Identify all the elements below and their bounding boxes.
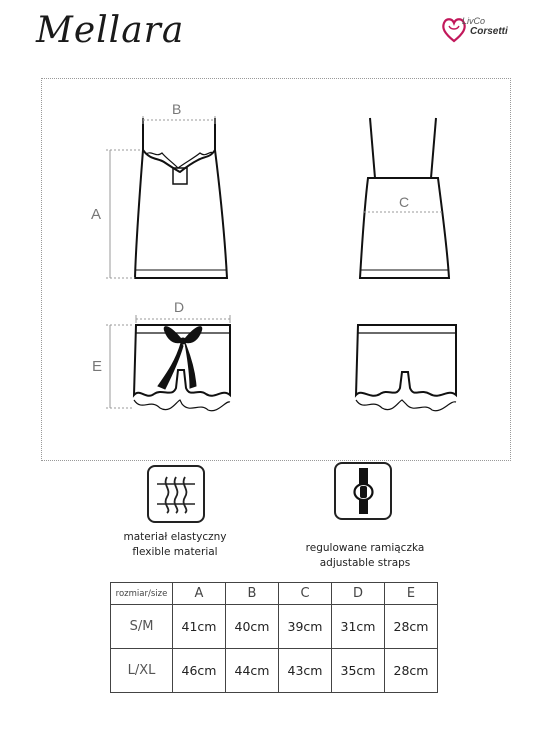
dimension-c-label: C — [399, 194, 410, 210]
camisole-front-drawing — [135, 118, 227, 278]
table-row — [111, 649, 438, 693]
flexible-material-icon — [147, 465, 205, 523]
size-chart-table — [110, 582, 438, 693]
size-table-col-c: C — [279, 583, 332, 605]
dimension-b-label: B — [172, 101, 182, 117]
size-table-col-a: A — [173, 583, 226, 605]
adjustable-straps-icon — [334, 462, 392, 520]
shorts-back-drawing — [356, 325, 456, 411]
feature-flexible-material-en: flexible material — [132, 546, 218, 558]
size-label: S/M — [111, 605, 173, 649]
logo-text-livco: LivCo — [462, 16, 486, 26]
dimension-d-label: D — [174, 299, 185, 315]
feature-adjustable-straps — [290, 541, 440, 571]
table-cell: 40cm — [226, 605, 279, 649]
table-cell: 39cm — [279, 605, 332, 649]
dimension-d-line — [136, 315, 230, 323]
size-table-col-e: E — [385, 583, 438, 605]
size-table-col-d: D — [332, 583, 385, 605]
table-cell: 28cm — [385, 605, 438, 649]
feature-flexible-material — [110, 530, 240, 560]
feature-flexible-material-pl: materiał elastyczny — [123, 531, 227, 543]
size-label: L/XL — [111, 649, 173, 693]
table-row — [111, 605, 438, 649]
feature-adjustable-straps-en: adjustable straps — [319, 557, 411, 569]
size-table-corner: rozmiar/size — [111, 583, 173, 605]
table-cell: 28cm — [385, 649, 438, 693]
bow-icon — [158, 327, 202, 389]
table-cell: 44cm — [226, 649, 279, 693]
size-table-col-b: B — [226, 583, 279, 605]
table-cell: 35cm — [332, 649, 385, 693]
dimension-a-label: A — [91, 206, 102, 223]
table-cell: 43cm — [279, 649, 332, 693]
product-title: Mellara — [36, 10, 185, 51]
table-cell: 46cm — [173, 649, 226, 693]
table-cell: 31cm — [332, 605, 385, 649]
size-table-header-row — [111, 583, 438, 605]
logo-text-corsetti: Corsetti — [470, 26, 508, 37]
table-cell: 41cm — [173, 605, 226, 649]
dimension-e-label: E — [92, 358, 103, 375]
dimension-b-line — [143, 116, 215, 124]
dimension-e-line — [106, 325, 134, 408]
feature-adjustable-straps-pl: regulowane ramiączka — [305, 542, 425, 554]
